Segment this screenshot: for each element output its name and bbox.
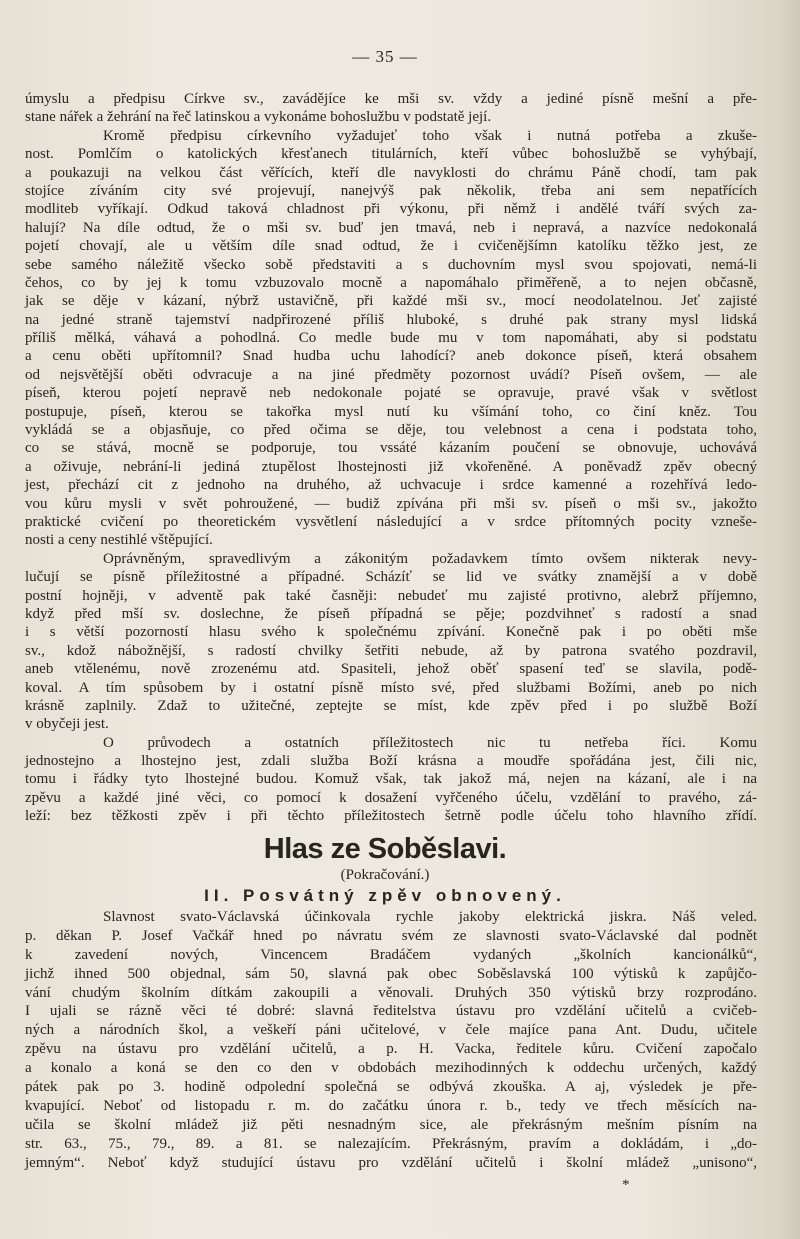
text-line: halují? Na díle odtud, že o mši sv. buď jen tmavá, neb i nepravá, a nazvíce nedokonalá <box>25 219 757 236</box>
text-line: krásně zaplnily. Zdaž to užitečné, zeptejte se míst, kde zpěv před i po službě Boží <box>25 697 757 714</box>
text-line: pátek pak po 3. hodině odpolední společná se odbývá zkouška. A aj, výsledek je pře- <box>25 1079 757 1096</box>
text-line: sv., kdož nábožnější, s radostí chvilky šetřiti nebude, až by patrona svatého pozdravil, <box>25 642 757 659</box>
text-line: stane nářek a žehrání na řeč latinskou a vykonáme bohoslužbu v podstatě její. <box>25 109 492 126</box>
article-title: Hlas ze Soběslavi. <box>263 833 507 865</box>
text-line: učila se školní mládež již pěti nesnadným sice, ale překrásným mešním písním na <box>25 1116 757 1133</box>
text-line: zpěvu a každé jiné věci, co pomocí k dosažení vyřčeného účelu, vzdělání to pravého, zá- <box>25 789 757 806</box>
text-line: aneb vtělenému, nově zrozenému atd. Spasiteli, jehož oběť spasení teď se slavila, podě- <box>25 661 757 678</box>
text-line: nost. Pomlčím o katolických křesťanech titulárních, kteří vůbec bohoslužbě se vyhýbají, <box>25 146 757 163</box>
text-line: Oprávněným, spravedlivým a zákonitým požadavkem tímto ovšem nikterak nevy- <box>103 550 757 567</box>
text-line: a cenu oběti upřítomnil? Snad hudba uchu lahodící? aneb dokonce píseň, která obsahem <box>25 348 757 365</box>
text-line: v obyčeji jest. <box>25 716 109 733</box>
text-line: modliteb vyříkají. Odkud taková chladnost při výkonu, při němž i andělé tváří svých za- <box>25 201 757 218</box>
text-line: ných a národních škol, a veškeří páni učitelové, v čele majíce pana Ant. Dudu, učitele <box>25 1022 757 1039</box>
text-line: a oživuje, nebrání-li jediná ztupělost lhostejnosti již vkořeněné. A poněvadž zpěv obecný <box>25 458 757 475</box>
text-line: str. 63., 75., 79., 89. a 81. se nalezajícím. Překrásným, pravím a dokládám, i „do- <box>25 1135 757 1152</box>
text-line: kvapující. Neboť od listopadu r. m. do začátku února r. b., tedy ve třech měsících na- <box>25 1097 757 1114</box>
footnote-mark: * <box>622 1177 630 1193</box>
text-line: k zavedení nových, Vincencem Bradáčem vydaných „školních kancionálků“, <box>25 946 757 963</box>
section-continued-text <box>25 90 757 826</box>
text-line: i s větší pozorností hlasu svého k společnému zpívání. Konečně pak i po oběti mše <box>25 624 757 641</box>
text-line: p. děkan P. Josef Vačkář hned po návratu svém ze slavnosti svato-Václavské dal podnět <box>25 927 757 944</box>
text-line: O průvodech a ostatních příležitostech nic tu netřeba říci. Komu <box>103 734 757 751</box>
text-line: Slavnost svato-Václavská účinkovala rychle jakoby elektrická jiskra. Náš veled. <box>103 909 757 925</box>
text-line: úmyslu a předpisu Církve sv., zavádějíce ke mši sv. vždy a jediné písně mešní a pře- <box>25 91 757 107</box>
text-line: sebe samého náležitě všecko sobě představiti a s duchovním mysl svou spojovati, nemá-li <box>25 256 757 273</box>
text-line: tomu i řádky tyto lhostejné budou. Komuž však, tak jakož má, nejen na kázaní, ale i na <box>25 771 757 788</box>
text-line: na jedné straně tajemství nadpřirozené příliš hluboké, s druhé pak strany mysl lidská <box>25 311 757 328</box>
text-line: jest, přechází cit z jednoho na druhého, až uchvacuje i srdce kamenné a rozehřívá ledo- <box>25 477 757 494</box>
text-line: Kromě předpisu církevního vyžadujeť toho však i nutná potřeba a zkuše- <box>103 127 757 144</box>
page-number: — 35 — <box>352 47 418 66</box>
text-line: vou kůru mysli v svět pohroužené, — budiž zpívána při mši sv. píseň o mši sv., jakožto <box>25 495 757 512</box>
text-line: leží: bez těžkosti zpěv i při těchto příležitostech šetrně podle účelu toho hlavního zřídí. <box>25 808 757 825</box>
text-line: pojetí chovají, ale u větším díle snad odtud, že i cvičenějšímn katolíku těžko jest, ze <box>25 238 757 255</box>
text-line: I ujali se rázně věci té dobré: slavná ředitelstva ústavu pro vzdělání učitelů a cvičeb- <box>25 1003 757 1020</box>
text-line: a konalo a koná se den co den v obdobách mezihodinných k oddechu určených, každý <box>25 1060 757 1077</box>
text-line: vání chudým školním dítkám zakoupili a věnovali. Druhých 350 výtisků brzy rozprodáno. <box>25 984 757 1001</box>
text-line: píseň, kterou pojetí nepravě neb nedokonale pojaté se opravuje, pravé však v světlost <box>25 385 757 402</box>
text-line: co se stává, mocně se podporuje, tou vssáté kázaním poučení se obnovuje, uchovává <box>25 440 757 457</box>
text-line: příliš mělká, váhavá a pohodlná. Co medle bude mu v tom napomáhati, aby si podstatu <box>25 330 757 347</box>
text-line: stojíce zíváním city své projevují, nanejvýš pak několik, třeba ani sem nepatřících <box>25 182 757 199</box>
text-line: od nejsvětější oběti odvracuje a na jiné předměty pozornost uvádí? Píseň ovšem, — ale <box>25 366 757 383</box>
text-line: nosti a ceny nestihlé vštěpující. <box>25 532 213 549</box>
text-line: postní hojněji, v adventě pak také časněji: nebudeť mu zajisté protivno, alebrž příjemno, <box>25 587 757 604</box>
text-line: čehos, co by jej k tomu vzbuzovalo mocně a napomáhalo přiměřeně, a to nejen občasně, <box>25 274 757 291</box>
section-heading: II. Posvátný zpěv obnovený. <box>204 886 566 905</box>
text-line: vykládá se a objasňuje, co před očima se děje, tou velebnost a cena i podstata toho, <box>25 422 757 439</box>
text-line: praktické cvičení po theoretickém vysvětlení následující a v srdce přítomných pocity vzneše- <box>25 513 757 530</box>
text-line: jednostejno a lhostejno jest, zdali služba Boží krásna a moudře spořádána jest, čili nic, <box>25 753 757 770</box>
text-line: postupuje, píseň, kterou se takořka mysl nutí ku všímání toho, co činí kněz. Tou <box>25 403 757 420</box>
text-line: zpěvu na ústavu pro vzdělání učitelů, a p. H. Vacka, ředitele kůru. Cvičení započalo <box>25 1041 757 1058</box>
text-line: když před mší sv. doslechne, že píseň případná se pěje; pozdvihneť s radostí a snad <box>25 605 757 622</box>
text-line: jichž ihned 500 objednal, sám 50, slavná pak obec Soběslavská 100 výtisků k zapůjčo- <box>25 965 757 982</box>
text-line: a poukazuji na velkou část věřících, kteří dle navyklosti do chrámu Páně chodí, tam pak <box>25 164 757 181</box>
text-line: jak se děje v kázaní, nýbrž ustavičně, při každé mši sv., mocí neodolatelnou. Jeť zajisté <box>25 293 757 310</box>
text-line: lučují se písně příležitostné a případné. Scházíť se lid ve svátky znamější a v době <box>25 569 757 586</box>
text-line: koval. A tím spůsobem by i ostatní písně místo své, před službami Božími, aneb po nich <box>25 679 757 696</box>
article-subtitle: (Pokračování.) <box>340 867 430 883</box>
article-body <box>25 908 757 1172</box>
text-line: jemným“. Neboť když studující ústavu pro vzdělání učitelů i školní mládež „unisono“, <box>25 1154 757 1171</box>
